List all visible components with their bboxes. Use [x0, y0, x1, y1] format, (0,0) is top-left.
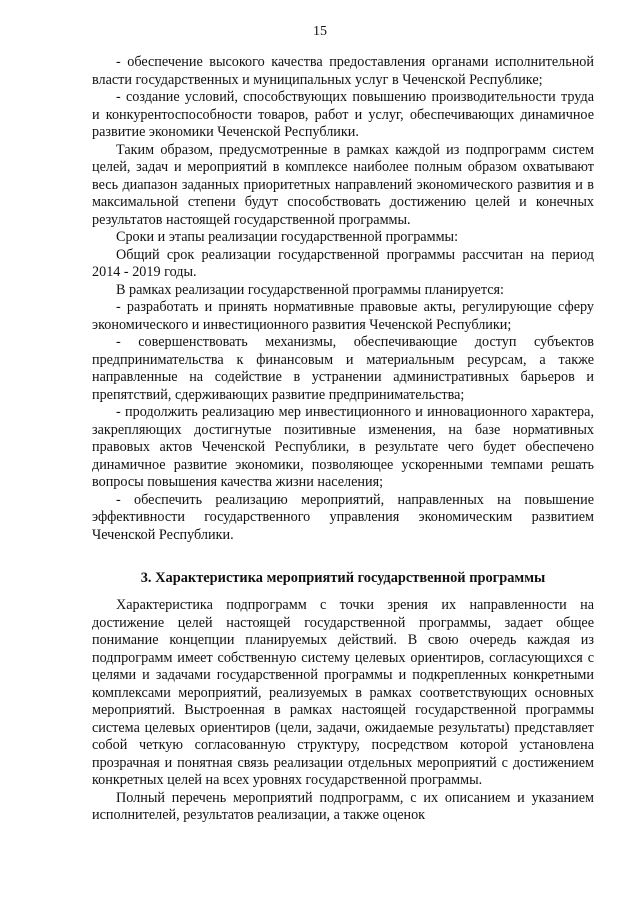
body-paragraph: Сроки и этапы реализации государственной программы: — [116, 229, 459, 245]
body-paragraph: В рамках реализации государственной программы планируется: — [116, 281, 504, 298]
bullet-paragraph: - разработать и принять нормативные правовые акты, регулирующие сферу экономического и инвестиционного развития Чеченской Республики; — [92, 299, 594, 333]
body-paragraph: Характеристика подпрограмм с точки зрения их направленности на достижение целей настоящей государственной программы, задает общее понимание концепции планируемых действий. В свою очередь каждая из подпрограмм имеет собственную систему целевых ориентиров, согласующихся с целями и задачами государственной программы и подкрепленных конкретными комплексами мероприятий, реализуемых в рамках соответствующих основных мероприятий. Выстроенная в рамках настоящей государственной программы система целевых ориентиров (цели, задачи, ожидаемые результаты) представляет собой четкую согласованную структуру, посредством которой установлена прозрачная и понятная связь реализации отдельных мероприятий с достижением конкретных целей на всех уровнях государственной программы. — [92, 597, 594, 788]
bullet-paragraph: - создание условий, способствующих повышению производительности труда и конкурентоспособности товаров, работ и услуг, обеспечивающих динамичное развитие экономики Чеченской Республики. — [92, 89, 594, 140]
body-paragraph: Общий срок реализации государственной программы рассчитан на период 2014 - 2019 годы. — [92, 246, 594, 280]
bullet-paragraph: - совершенствовать механизмы, обеспечивающие доступ субъектов предпринимательства к финансовым и материальным ресурсам, а также направленные на содействие в устранении административных барьеров и препятствий, сдерживающих развитие предпринимательства; — [92, 334, 594, 403]
section-heading: 3. Характеристика мероприятий государственной программы — [140, 570, 546, 586]
page-number: 15 — [313, 24, 327, 39]
body-paragraph: Полный перечень мероприятий подпрограмм, с их описанием и указанием исполнителей, результатов реализации, а также оценок — [92, 789, 594, 823]
bullet-paragraph: - продолжить реализацию мер инвестиционного и инновационного характера, закрепляющих достигнутые позитивные изменения, на базе нормативных правовых актов Чеченской Республики, в результате чего будет обеспечено динамичное развитие экономики, позволяющее ускоренными темпами решать вопросы повышения качества жизни населения; — [92, 404, 594, 490]
page-body — [92, 54, 594, 825]
bullet-paragraph: - обеспечить реализацию мероприятий, направленных на повышение эффективности государственного управления экономическим развитием Чеченской Республики. — [92, 491, 594, 543]
bullet-paragraph: - обеспечение высокого качества предоставления органами исполнительной власти государственных и муниципальных услуг в Чеченской Республике; — [92, 54, 594, 88]
body-paragraph: Таким образом, предусмотренные в рамках каждой из подпрограмм систем целей, задач и мероприятий в комплексе наиболее полным образом охватывают весь диапазон заданных приоритетных направлений экономического развития и в максимальной степени будут способствовать достижению целей и конечных результатов настоящей государственной программы. — [92, 141, 594, 228]
